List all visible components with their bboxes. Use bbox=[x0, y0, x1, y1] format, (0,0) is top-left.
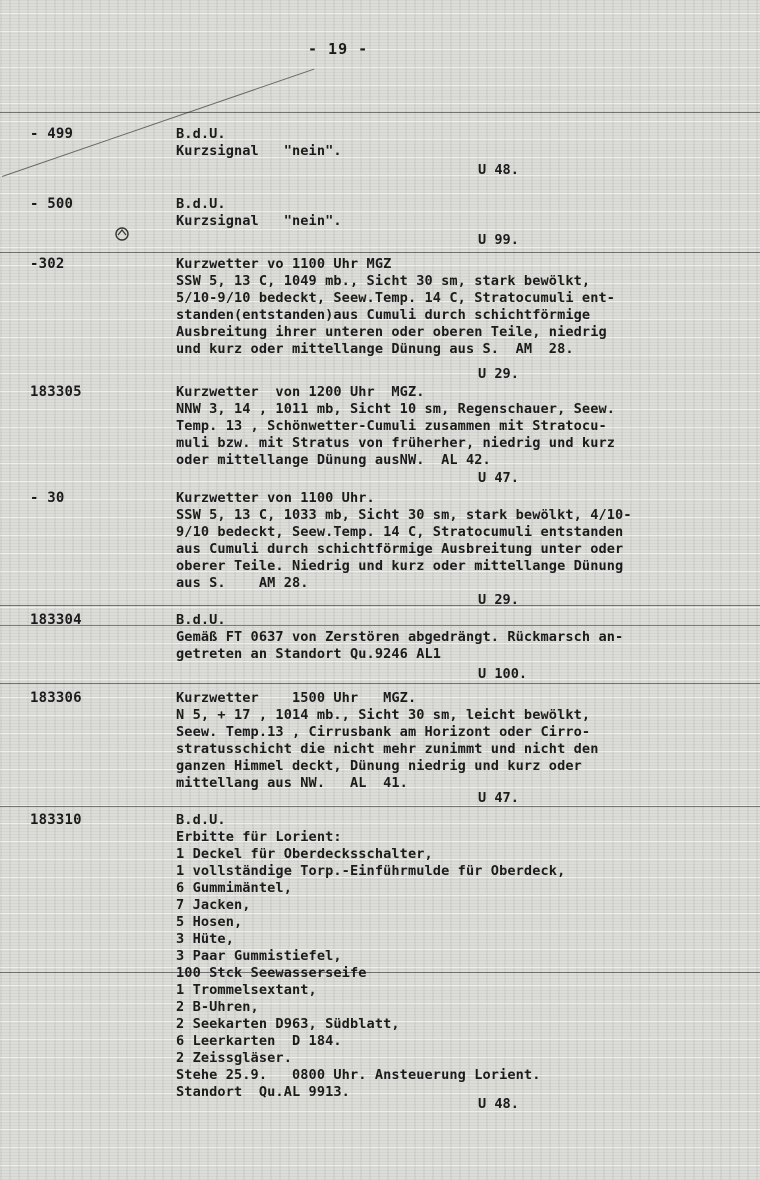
message-line: oder mittellange Dünung ausNW. AL 42. bbox=[176, 452, 491, 468]
message-line: 100 Stck Seewasserseife bbox=[176, 965, 367, 981]
entry-code: - 499 bbox=[30, 126, 74, 142]
message-line: SSW 5, 13 C, 1033 mb, Sicht 30 sm, stark bewölkt, 4/10- bbox=[176, 507, 632, 523]
message-line: 6 Leerkarten D 184. bbox=[176, 1033, 342, 1049]
entry-message bbox=[176, 490, 632, 592]
entry-signature: U 29. bbox=[478, 592, 519, 608]
ruled-line bbox=[0, 625, 760, 626]
message-line: ganzen Himmel deckt, Dünung niedrig und kurz oder bbox=[176, 758, 582, 774]
message-line: B.d.U. bbox=[176, 126, 226, 142]
message-line: 2 Seekarten D963, Südblatt, bbox=[176, 1016, 400, 1032]
entry-message bbox=[176, 126, 342, 160]
message-line: B.d.U. bbox=[176, 612, 226, 628]
ruled-line bbox=[0, 112, 760, 113]
ruled-line bbox=[0, 806, 760, 807]
message-line: NNW 3, 14 , 1011 mb, Sicht 10 sm, Regenschauer, Seew. bbox=[176, 401, 616, 417]
message-line: B.d.U. bbox=[176, 196, 226, 212]
message-line: 2 Zeissgläser. bbox=[176, 1050, 292, 1066]
entry-code: 183306 bbox=[30, 690, 82, 706]
message-line: und kurz oder mittellange Dünung aus S. AM 28. bbox=[176, 341, 574, 357]
entry-signature: U 47. bbox=[478, 790, 519, 806]
message-line: 6 Gummimäntel, bbox=[176, 880, 292, 896]
entry-code: 183304 bbox=[30, 612, 82, 628]
entry-message bbox=[176, 384, 615, 469]
message-line: aus S. AM 28. bbox=[176, 575, 309, 591]
message-line: muli bzw. mit Stratus von früherher, niedrig und kurz bbox=[176, 435, 616, 451]
entry-code: - 500 bbox=[30, 196, 74, 212]
entry-signature: U 48. bbox=[478, 162, 519, 178]
message-line: Kurzsignal "nein". bbox=[176, 213, 342, 229]
ink-mark-icon bbox=[114, 226, 130, 242]
entry-code: -302 bbox=[30, 256, 65, 272]
message-line: N 5, + 17 , 1014 mb., Sicht 30 sm, leicht bewölkt, bbox=[176, 707, 591, 723]
message-line: Gemäß FT 0637 von Zerstören abgedrängt. Rückmarsch an- bbox=[176, 629, 624, 645]
message-line: Kurzwetter 1500 Uhr MGZ. bbox=[176, 690, 417, 706]
message-line: standen(entstanden)aus Cumuli durch schichtförmige bbox=[176, 307, 591, 323]
message-line: Kurzwetter von 1100 Uhr. bbox=[176, 490, 375, 506]
message-line: 9/10 bedeckt, Seew.Temp. 14 C, Stratocumuli entstanden bbox=[176, 524, 624, 540]
ruled-line bbox=[0, 683, 760, 684]
entry-signature: U 99. bbox=[478, 232, 519, 248]
entry-message bbox=[176, 612, 623, 663]
message-line: Ausbreitung ihrer unteren oder oberen Teile, niedrig bbox=[176, 324, 607, 340]
message-line: Kurzwetter von 1200 Uhr MGZ. bbox=[176, 384, 425, 400]
message-line: oberer Teile. Niedrig und kurz oder mittellange Dünung bbox=[176, 558, 624, 574]
scan-streak bbox=[2, 69, 314, 177]
message-line: 1 Trommelsextant, bbox=[176, 982, 317, 998]
message-line: mittellang aus NW. AL 41. bbox=[176, 775, 408, 791]
message-line: B.d.U. bbox=[176, 812, 226, 828]
entry-signature: U 29. bbox=[478, 366, 519, 382]
entry-message bbox=[176, 256, 615, 358]
message-line: SSW 5, 13 C, 1049 mb., Sicht 30 sm, stark bewölkt, bbox=[176, 273, 591, 289]
entry-signature: U 48. bbox=[478, 1096, 519, 1112]
message-line: Erbitte für Lorient: bbox=[176, 829, 342, 845]
entry-code: 183305 bbox=[30, 384, 82, 400]
ruled-line bbox=[0, 605, 760, 606]
message-line: 1 Deckel für Oberdecksschalter, bbox=[176, 846, 433, 862]
message-line: Kurzwetter vo 1100 Uhr MGZ bbox=[176, 256, 392, 272]
entry-code: - 30 bbox=[30, 490, 65, 506]
message-line: Temp. 13 , Schönwetter-Cumuli zusammen mit Stratocu- bbox=[176, 418, 607, 434]
message-line: 3 Hüte, bbox=[176, 931, 234, 947]
message-line: 2 B-Uhren, bbox=[176, 999, 259, 1015]
entry-signature: U 47. bbox=[478, 470, 519, 486]
entry-message bbox=[176, 690, 599, 792]
message-line: aus Cumuli durch schichtförmige Ausbreitung unter oder bbox=[176, 541, 624, 557]
message-line: Stehe 25.9. 0800 Uhr. Ansteuerung Lorient. bbox=[176, 1067, 541, 1083]
message-line: Standort Qu.AL 9913. bbox=[176, 1084, 350, 1100]
message-line: stratusschicht die nicht mehr zunimmt und nicht den bbox=[176, 741, 599, 757]
entry-message bbox=[176, 196, 342, 230]
message-line: Seew. Temp.13 , Cirrusbank am Horizont oder Cirro- bbox=[176, 724, 591, 740]
ruled-line bbox=[0, 972, 760, 973]
message-line: 5/10-9/10 bedeckt, Seew.Temp. 14 C, Stratocumuli ent- bbox=[176, 290, 616, 306]
message-line: 5 Hosen, bbox=[176, 914, 243, 930]
entry-signature: U 100. bbox=[478, 666, 528, 682]
page-number: - 19 - bbox=[308, 40, 369, 58]
entry-message bbox=[176, 812, 565, 1101]
message-line: Kurzsignal "nein". bbox=[176, 143, 342, 159]
entry-code: 183310 bbox=[30, 812, 82, 828]
message-line: 1 vollständige Torp.-Einführmulde für Oberdeck, bbox=[176, 863, 566, 879]
message-line: getreten an Standort Qu.9246 AL1 bbox=[176, 646, 442, 662]
ruled-line bbox=[0, 252, 760, 253]
message-line: 7 Jacken, bbox=[176, 897, 251, 913]
message-line: 3 Paar Gummistiefel, bbox=[176, 948, 342, 964]
